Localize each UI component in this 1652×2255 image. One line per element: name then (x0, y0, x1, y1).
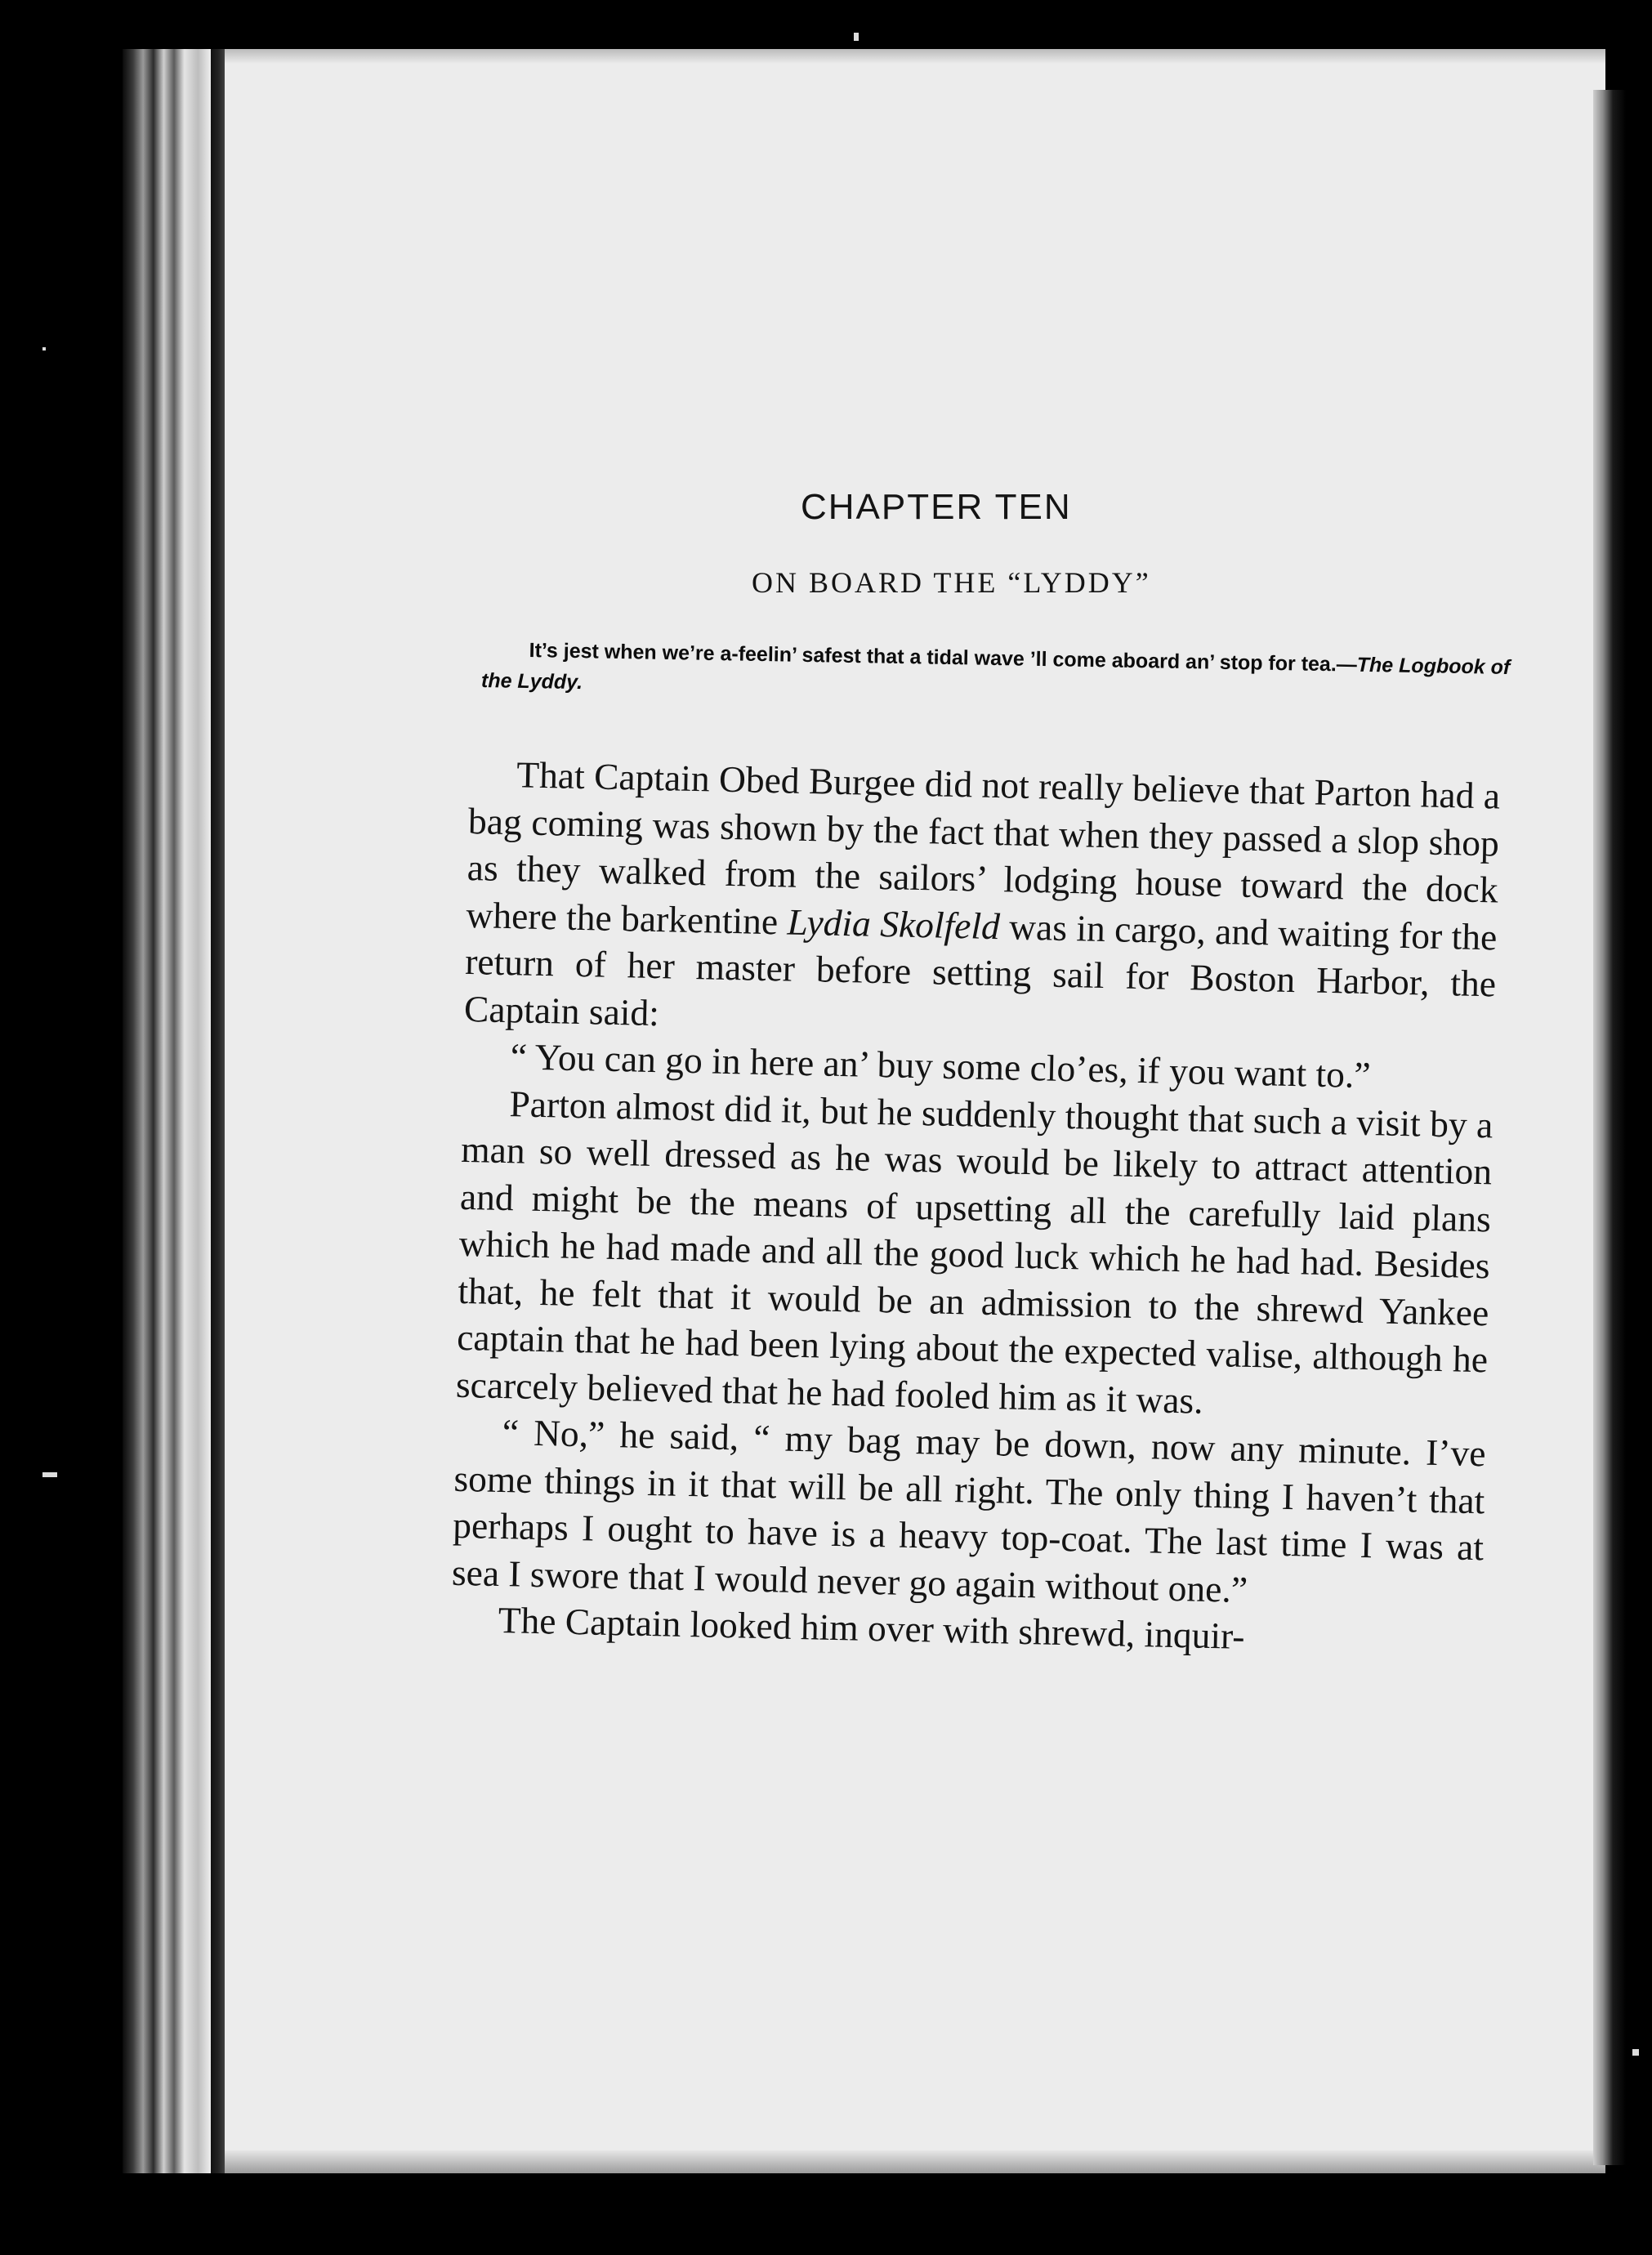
paragraph-text: That Captain Obed Burgee did not really believe that Parton had a bag coming was shown by the fact that when they passed a slop shop as they walked from the sailors’ lodging house toward the dock where the barkentine (466, 753, 1501, 943)
dust-speck (42, 347, 46, 351)
paragraph: “ No,” he said, “ my bag may be down, now any minute. I’ve some things in it that will be all right. The only thing I haven’t that perhaps I ought to have is a heavy top-coat. The last time I was at sea I swore that I would never go again without one.” (451, 1411, 1487, 1610)
paragraph: “ You can go in here an’ buy some clo’es, if you want to.” (510, 1035, 1372, 1096)
chapter-heading: CHAPTER TEN (801, 487, 1072, 527)
dust-speck (42, 1472, 57, 1477)
page-bottom-shadow (225, 2150, 1605, 2173)
paragraph: Parton almost did it, but he suddenly thought that such a visit by a man so well dressed as he was would be likely to attract attention and might be the means of upsetting all the carefully laid plans which he had made and all the good luck which he had had. Besides that, he felt that it would be an admission to the shrewd Yankee captain that he had been lying about the expected valise, although he scarcely believed that he had fooled him as it was. (455, 1082, 1493, 1422)
dust-speck (1632, 2049, 1639, 2056)
paragraph-text: was in cargo, and waiting for the return of her master before setting sail for Boston Harbor, the Captain said: (463, 904, 1498, 1034)
ship-name: Lydia Skolfeld (787, 900, 1001, 947)
body-text (450, 750, 1501, 1665)
dust-speck (854, 33, 859, 41)
paragraph: The Captain looked him over with shrewd, inquir- (498, 1599, 1246, 1657)
page-right-edge (1593, 90, 1626, 2165)
epigraph-source: The Logbook of the Lyddy. (480, 653, 1511, 694)
epigraph-quote: It’s jest when we’re a-feelin’ safest that a tidal wave ’ll come aboard an’ stop for tea.— (529, 639, 1358, 676)
paragraph (463, 750, 1500, 1054)
page-top-shadow (225, 49, 1605, 64)
chapter-subtitle: ON BOARD THE “LYDDY” (752, 566, 1151, 599)
